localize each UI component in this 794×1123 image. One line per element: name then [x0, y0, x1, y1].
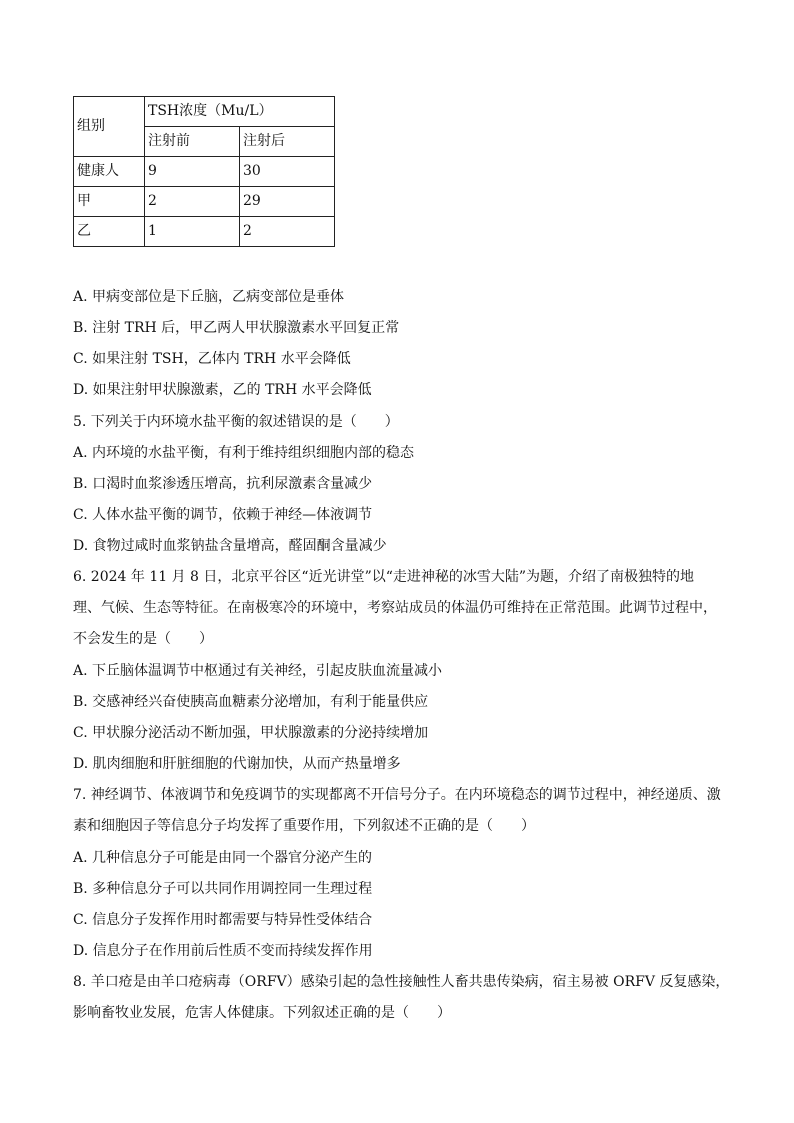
q5-option-c: C. 人体水盐平衡的调节，依赖于神经—体液调节 — [73, 507, 373, 523]
q6-stem-line-2: 理、气候、生态等特征。在南极寒冷的环境中，考察站成员的体温仍可维持在正常范围。此调节过程中， — [73, 600, 717, 616]
q5-option-a: A. 内环境的水盐平衡，有利于维持组织细胞内部的稳态 — [73, 445, 415, 461]
before-cell: 1 — [145, 217, 240, 247]
table-row — [74, 187, 335, 217]
before-cell: 2 — [145, 187, 240, 217]
group-cell: 甲 — [74, 187, 145, 217]
q8-stem-line-1: 8. 羊口疮是由羊口疮病毒（ORFV）感染引起的急性接触性人畜共患传染病，宿主易被 ORFV 反复感染， — [73, 974, 730, 990]
group-cell: 乙 — [74, 217, 145, 247]
after-cell: 30 — [240, 157, 335, 187]
q4-option-b: B. 注射 TRH 后，甲乙两人甲状腺激素水平回复正常 — [73, 320, 400, 336]
tsh-header-cell: TSH浓度（Mu/L） — [145, 97, 335, 127]
q5-option-d: D. 食物过咸时血浆钠盐含量增高，醛固酮含量减少 — [73, 538, 387, 554]
q8-stem-line-2: 影响畜牧业发展，危害人体健康。下列叙述正确的是（ ） — [73, 1005, 451, 1021]
tsh-table — [73, 96, 335, 247]
q4-option-a: A. 甲病变部位是下丘脑，乙病变部位是垂体 — [73, 289, 345, 305]
group-header-cell: 组别 — [74, 97, 145, 157]
group-cell: 健康人 — [74, 157, 145, 187]
q7-stem-line-1: 7. 神经调节、体液调节和免疫调节的实现都离不开信号分子。在内环境稳态的调节过程中，神经递质、激 — [73, 787, 721, 803]
q7-stem-line-2: 素和细胞因子等信息分子均发挥了重要作用，下列叙述不正确的是（ ） — [73, 818, 535, 834]
q6-option-d: D. 肌肉细胞和肝脏细胞的代谢加快，从而产热量增多 — [73, 756, 401, 772]
after-cell: 29 — [240, 187, 335, 217]
q5-stem: 5. 下列关于内环境水盐平衡的叙述错误的是（ ） — [73, 414, 399, 430]
table-header-row — [74, 97, 335, 127]
q7-option-a: A. 几种信息分子可能是由同一个器官分泌产生的 — [73, 850, 373, 866]
q6-stem-line-1: 6. 2024 年 11 月 8 日，北京平谷区“近光讲堂”以“走进神秘的冰雪大陆”为题，介绍了南极独特的地 — [73, 569, 695, 585]
q5-option-b: B. 口渴时血浆渗透压增高，抗利尿激素含量减少 — [73, 476, 373, 492]
q4-option-d: D. 如果注射甲状腺激素，乙的 TRH 水平会降低 — [73, 382, 372, 398]
after-header-cell: 注射后 — [240, 127, 335, 157]
table-row — [74, 217, 335, 247]
after-cell: 2 — [240, 217, 335, 247]
table-row — [74, 157, 335, 187]
q6-stem-line-3: 不会发生的是（ ） — [73, 631, 213, 647]
q7-option-d: D. 信息分子在作用前后性质不变而持续发挥作用 — [73, 943, 373, 959]
q7-option-c: C. 信息分子发挥作用时都需要与特异性受体结合 — [73, 912, 373, 928]
before-cell: 9 — [145, 157, 240, 187]
q4-option-c: C. 如果注射 TSH，乙体内 TRH 水平会降低 — [73, 351, 351, 367]
q7-option-b: B. 多种信息分子可以共同作用调控同一生理过程 — [73, 881, 373, 897]
q6-option-b: B. 交感神经兴奋使胰高血糖素分泌增加，有利于能量供应 — [73, 694, 429, 710]
before-header-cell: 注射前 — [145, 127, 240, 157]
q6-option-a: A. 下丘脑体温调节中枢通过有关神经，引起皮肤血流量减小 — [73, 663, 443, 679]
q6-option-c: C. 甲状腺分泌活动不断加强，甲状腺激素的分泌持续增加 — [73, 725, 429, 741]
